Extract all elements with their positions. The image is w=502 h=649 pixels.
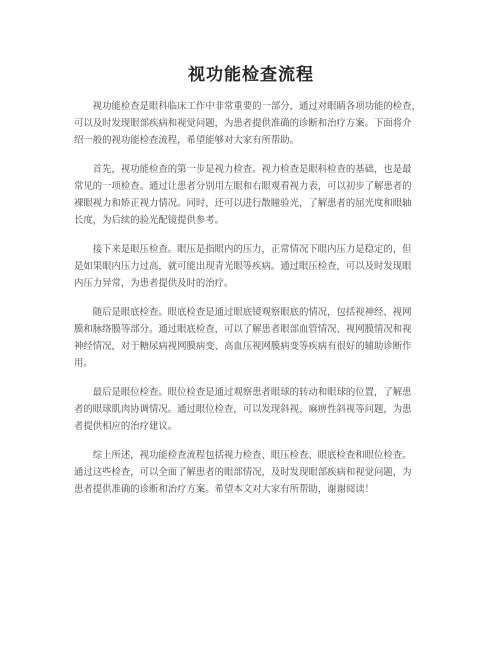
paragraph-eye-pressure xyxy=(74,241,436,292)
text-line: 视功能检查是眼科临床工作中非常重要的一部分，通过对眼睛各项功能的检查， xyxy=(74,101,421,112)
text-line: 患者提供准确的诊断和治疗方案。希望本文对大家有所帮助，谢谢阅读！ xyxy=(74,484,375,495)
text-line: 裸眼视力和矫正视力情况。同时，还可以进行散瞳验光，了解患者的屈光度和眼轴 xyxy=(74,198,412,209)
text-line: 用。 xyxy=(74,358,93,369)
text-line: 膜和脉络膜等部分。通过眼底检查，可以了解患者眼部血管情况、视网膜情况和视 xyxy=(74,324,412,335)
document-title: 视功能检查流程 xyxy=(188,65,314,85)
paragraph-summary xyxy=(74,447,436,498)
text-line: 随后是眼底检查。眼底检查是通过眼底镜观察眼底的情况，包括视神经、视网 xyxy=(74,307,412,318)
text-line: 绍一般的视功能检查流程，希望能够对大家有所帮助。 xyxy=(74,135,300,146)
paragraph-fundus-exam xyxy=(74,304,436,372)
text-line: 是如果眼内压力过高，就可能出现青光眼等疾病。通过眼压检查，可以及时发现眼 xyxy=(74,261,412,272)
text-line: 内压力异常，为患者提供及时的治疗。 xyxy=(74,278,234,289)
text-line: 通过这些检查，可以全面了解患者的眼部情况，及时发现眼部疾病和视觉问题，为 xyxy=(74,467,412,478)
text-line: 最后是眼位检查。眼位检查是通过观察患者眼球的转动和眼球的位置，了解患 xyxy=(74,387,412,398)
text-line: 可以及时发现眼部疾病和视觉问题，为患者提供准确的诊断和治疗方案。下面将介 xyxy=(74,118,412,129)
document-body xyxy=(74,98,436,510)
text-line: 综上所述，视功能检查流程包括视力检查、眼压检查、眼底检查和眼位检查。 xyxy=(74,450,412,461)
paragraph-vision-test xyxy=(74,161,436,229)
text-line: 接下来是眼压检查。眼压是指眼内的压力，正常情况下眼内压力是稳定的，但 xyxy=(74,244,412,255)
paragraph-intro xyxy=(74,98,436,149)
text-line: 首先，视功能检查的第一步是视力检查。视力检查是眼科检查的基础，也是最 xyxy=(74,164,412,175)
text-line: 者提供相应的治疗建议。 xyxy=(74,421,178,432)
paragraph-eye-position xyxy=(74,384,436,435)
text-line: 长度，为后续的验光配镜提供参考。 xyxy=(74,215,225,226)
text-line: 者的眼球肌肉协调情况。通过眼位检查，可以发现斜视、麻痹性斜视等问题，为患 xyxy=(74,404,412,415)
text-line: 神经情况，对于糖尿病视网膜病变、高血压视网膜病变等疾病有很好的辅助诊断作 xyxy=(74,341,412,352)
text-line: 常见的一项检查。通过让患者分别用左眼和右眼观看视力表，可以初步了解患者的 xyxy=(74,181,412,192)
